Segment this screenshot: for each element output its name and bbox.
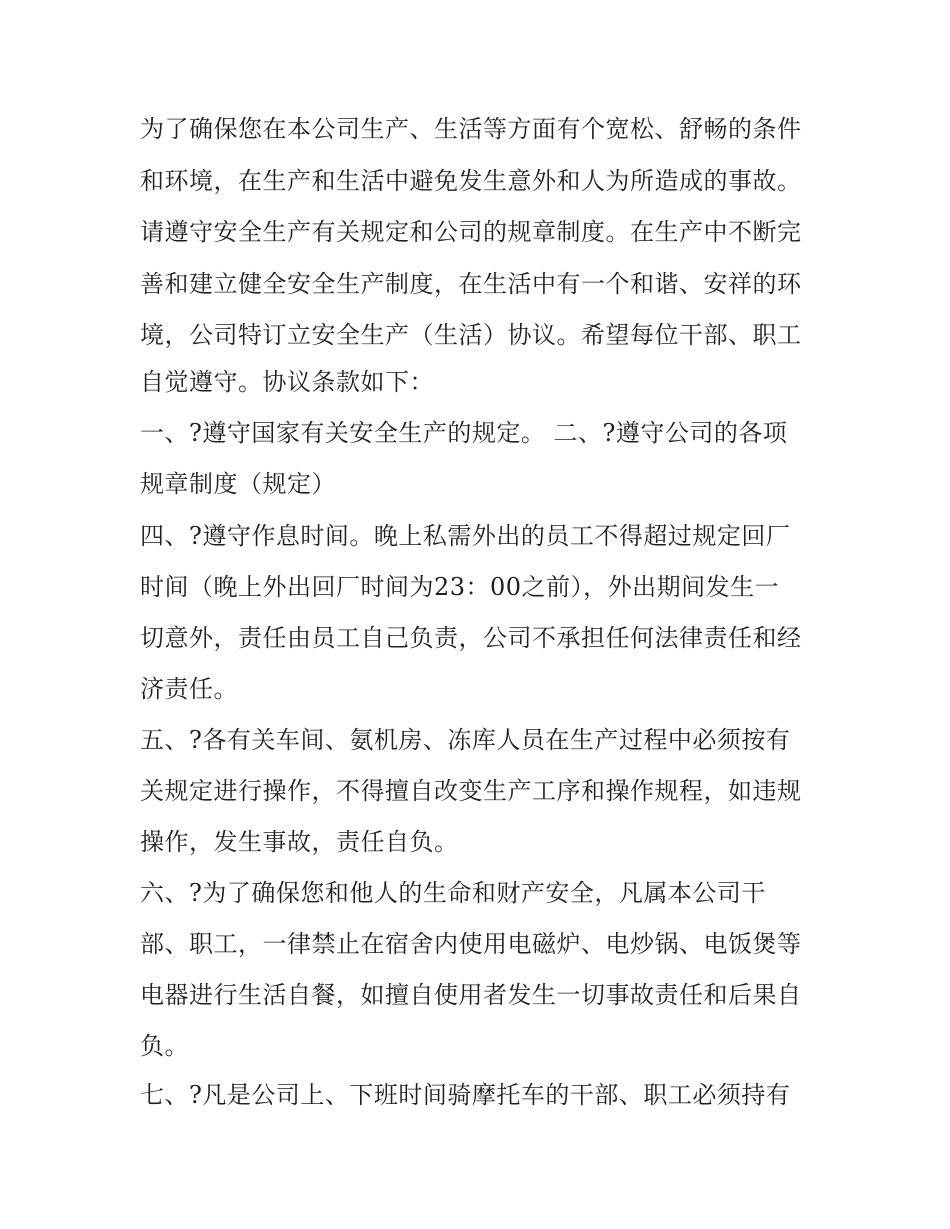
text-line: 部、职工，一律禁止在宿舍内使用电磁炉、电炒锅、电饭煲等	[140, 930, 802, 958]
text-line: 请遵守安全生产有关规定和公司的规章制度。在生产中不断完	[140, 218, 802, 246]
text-line: 四、?遵守作息时间。晚上私需外出的员工不得超过规定回厂	[140, 522, 791, 550]
text-line: 操作，发生事故，责任自负。	[140, 828, 459, 856]
text-line: 电器进行生活自餐，如擅自使用者发生一切事故责任和后果自	[140, 981, 802, 1009]
text-line: 自觉遵守。协议条款如下：	[140, 368, 434, 396]
text-line: 规章制度（规定）	[140, 470, 336, 498]
text-line: 济责任。	[140, 675, 238, 703]
text-line: 一、?遵守国家有关安全生产的规定。 二、?遵守公司的各项	[140, 419, 788, 447]
text-line: 为了确保您在本公司生产、生活等方面有个宽松、舒畅的条件	[140, 115, 802, 143]
text-line: 六、?为了确保您和他人的生命和财产安全，凡属本公司干	[140, 879, 766, 907]
text-line: 切意外，责任由员工自己负责，公司不承担任何法律责任和经	[140, 624, 802, 652]
text-line: 时间（晚上外出回厂时间为23：00之前），外出期间发生一	[140, 573, 780, 601]
text-line: 善和建立健全安全生产制度，在生活中有一个和谐、安祥的环	[140, 270, 802, 298]
text-line: 五、?各有关车间、氨机房、冻库人员在生产过程中必须按有	[140, 726, 791, 754]
text-line: 和环境，在生产和生活中避免发生意外和人为所造成的事故。	[140, 167, 802, 195]
text-line: 七、?凡是公司上、下班时间骑摩托车的干部、职工必须持有	[140, 1081, 791, 1109]
text-line: 关规定进行操作，不得擅自改变生产工序和操作规程，如违规	[140, 777, 802, 805]
text-line: 负。	[140, 1032, 189, 1060]
text-line: 境，公司特订立安全生产（生活）协议。希望每位干部、职工	[140, 321, 802, 349]
